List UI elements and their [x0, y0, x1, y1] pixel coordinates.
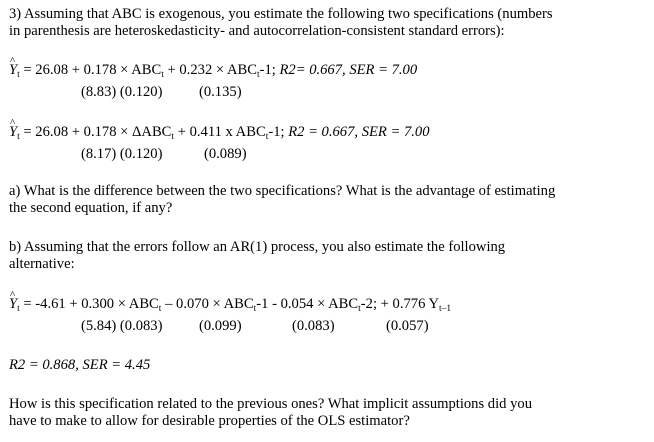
intro-line-2: in parenthesis are heteroskedasticity- and autocorrelation-consistent standard errors):: [9, 23, 505, 39]
eq1-dependent-sub: t: [17, 70, 20, 80]
eq1-se-1: (8.83) (0.120): [81, 84, 163, 100]
eq3-se-3: (0.083): [292, 318, 335, 334]
eq1-dependent-var: ^ Y: [9, 61, 17, 79]
closing-line-2: have to make to allow for desirable properties of the OLS estimator?: [9, 413, 410, 429]
eq2-body: = 26.08 + 0.178 × ΔABC: [23, 124, 172, 140]
eq2-mid: + 0.411 x ABC: [174, 124, 266, 140]
equation-1: ^ $Y_t = 26.08 + 0.178 \times ABC_t + 0.232 \times ABC_t-1$; R2= 0.667, SER = 7.00: [9, 61, 417, 84]
eq3-stats: R2 = 0.868, SER = 4.45: [9, 357, 151, 373]
eq3-se-4: (0.057): [386, 318, 429, 334]
eq3-y-lag-sub: t–1: [439, 304, 452, 314]
part-b-line-2: alternative:: [9, 256, 75, 272]
eq3-mid-3: + 0.776 Y: [380, 296, 440, 312]
eq3-body: = -4.61 + 0.300 × ABC: [23, 296, 159, 312]
part-a-line-1: a) What is the difference between the two specifications? What is the advantage of estimating: [9, 183, 556, 199]
eq2-stats: R2 = 0.667, SER = 7.00: [288, 124, 430, 140]
eq2-dependent-sub: t: [17, 132, 20, 142]
part-b-line-1: b) Assuming that the errors follow an AR(1) process, you also estimate the following: [9, 239, 506, 255]
eq3-mid-2: - 0.054 × ABC: [272, 296, 359, 312]
eq3-mid-1: – 0.070 × ABC: [161, 296, 254, 312]
intro-line-1: 3) Assuming that ABC is exogenous, you estimate the following two specifications (numbers: [9, 6, 553, 22]
eq3-dependent-sub: t: [17, 304, 20, 314]
eq3-dependent-var: ^ Y: [9, 295, 17, 313]
eq2-se-1: (8.17) (0.120): [81, 146, 163, 162]
equation-2: ^ $Y_t = 26.08 + 0.178 \times \Delta ABC_t + 0.411$ x $ABC_t-1$; R2 = 0.667, SER = 7.00: [9, 123, 430, 146]
closing-line-1: How is this specification related to the previous ones? What implicit assumptions did you: [9, 396, 532, 412]
eq3-lag-1: -1: [256, 296, 269, 312]
equation-3: ^ $Y_t = -4.61 + 0.300 \times ABC_t - 0.070 \times ABC_t-1 - 0.054 \times ABC_t-2$; + 0.776 $Y_{t-1}$: [9, 295, 451, 318]
part-a-line-2: the second equation, if any?: [9, 200, 173, 216]
eq2-dependent-var: ^ Y: [9, 123, 17, 141]
eq1-stats: R2= 0.667, SER = 7.00: [279, 62, 418, 78]
eq3-se-2: (0.099): [199, 318, 242, 334]
eq1-se-2: (0.135): [199, 84, 242, 100]
eq1-body: = 26.08 + 0.178 × ABC: [23, 62, 162, 78]
eq1-lag: -1;: [259, 62, 280, 78]
eq2-se-2: (0.089): [204, 146, 247, 162]
eq2-lag: -1;: [268, 124, 289, 140]
eq3-se-1: (5.84) (0.083): [81, 318, 163, 334]
eq3-lag-2: -2;: [360, 296, 381, 312]
eq1-mid: + 0.232 × ABC: [163, 62, 257, 78]
